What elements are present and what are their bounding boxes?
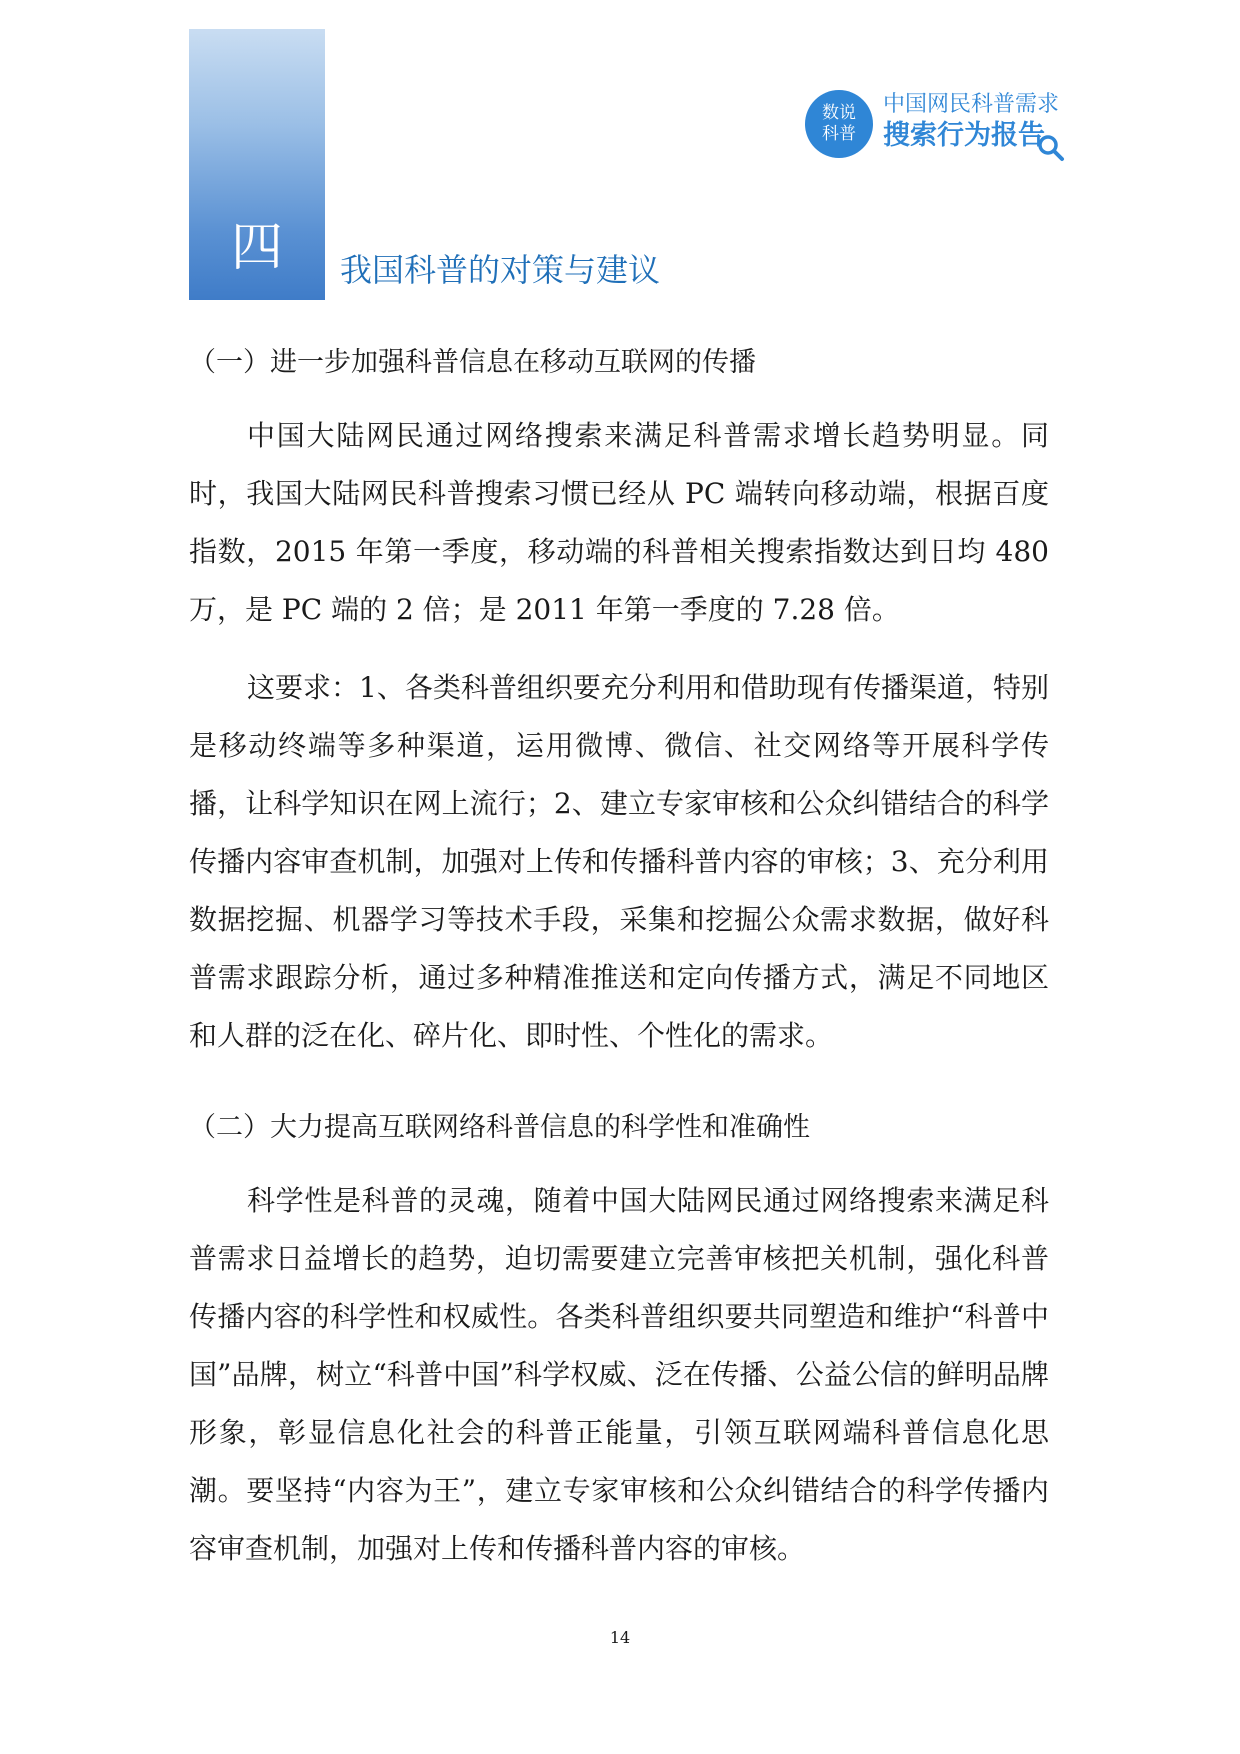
logo-badge bbox=[805, 90, 873, 158]
logo-title-line2: 搜索行为报告 bbox=[883, 120, 1045, 151]
section-1-paragraph-1: 中国大陆网民通过网络搜索来满足科普需求增长趋势明显。同时，我国大陆网民科普搜索习惯已经从 PC 端转向移动端，根据百度指数，2015 年第一季度，移动端的科普相关搜索指数达到日均 480 万，是 PC 端的 2 倍；是 2011 年第一季度的 7.28 倍。 bbox=[189, 419, 1049, 626]
chapter-title: 我国科普的对策与建议 bbox=[340, 251, 661, 289]
section-heading-1: （一）进一步加强科普信息在移动互联网的传播 bbox=[189, 347, 756, 378]
magnifier-icon bbox=[1037, 134, 1065, 162]
section-2-paragraph-1: 科学性是科普的灵魂，随着中国大陆网民通过网络搜索来满足科普需求日益增长的趋势，迫切需要建立完善审核把关机制，强化科普传播内容的科学性和权威性。各类科普组织要共同塑造和维护“科普中国”品牌，树立“科普中国”科学权威、泛在传播、公益公信的鲜明品牌形象，彰显信息化社会的科普正能量，引领互联网端科普信息化思潮。要坚持“内容为王”，建立专家审核和公众纠错结合的科学传播内容审查机制，加强对上传和传播科普内容的审核。 bbox=[189, 1184, 1049, 1565]
chapter-banner bbox=[189, 29, 325, 300]
logo-badge-line2: 科普 bbox=[822, 124, 856, 144]
section-1-paragraph-2: 这要求：1、各类科普组织要充分利用和借助现有传播渠道，特别是移动终端等多种渠道，运用微博、微信、社交网络等开展科学传播，让科学知识在网上流行；2、建立专家审核和公众纠错结合的科学传播内容审查机制，加强对上传和传播科普内容的审核；3、充分利用数据挖掘、机器学习等技术手段，采集和挖掘公众需求数据，做好科普需求跟踪分析，通过多种精准推送和定向传播方式，满足不同地区和人群的泛在化、碎片化、即时性、个性化的需求。 bbox=[189, 671, 1049, 1052]
report-logo bbox=[805, 88, 1065, 168]
chapter-number: 四 bbox=[230, 218, 283, 278]
page-number: 14 bbox=[609, 1628, 631, 1647]
section-heading-2: （二）大力提高互联网络科普信息的科学性和准确性 bbox=[189, 1112, 810, 1143]
logo-title-line1: 中国网民科普需求 bbox=[883, 92, 1060, 117]
logo-badge-line1: 数说 bbox=[822, 103, 856, 123]
